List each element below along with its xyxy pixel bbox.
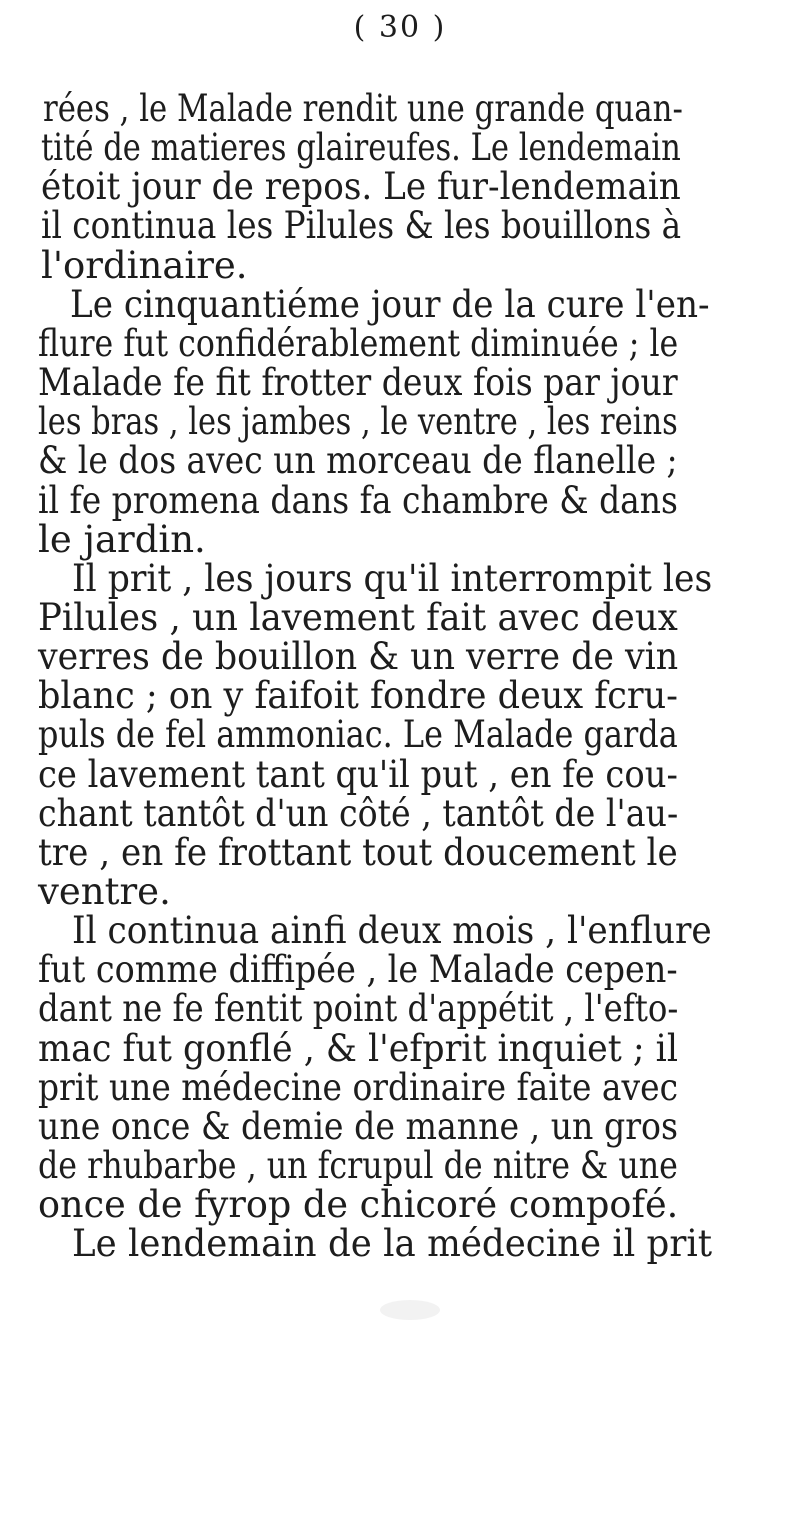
text-line: prit une médecine ordinaire faite avec [38,1065,679,1109]
text-line: tité de matieres glaireufes. Le lendemain [41,126,681,170]
text-line: chant tantôt d'un côté , tantôt de l'au- [38,791,679,835]
text-line: fut comme diffipée , le Malade cepen- [38,948,678,992]
text-line: de rhubarbe , un fcrupul de nitre & une [38,1144,678,1188]
text-line: le jardin. [38,517,206,561]
text-line: Pilules , un lavement fait avec deux [38,595,678,639]
text-line: dant ne fe fentit point d'appétit , l'efto- [38,987,679,1031]
text-line: once de fyrop de chicoré compofé. [38,1183,679,1227]
text-line: flure fut confidérablement diminuée ; le [38,321,679,365]
text-line: Le lendemain de la médecine il prit [72,1222,713,1266]
text-line: ventre. [38,870,171,913]
text-line: blanc ; on y faifoit fondre deux fcru- [38,674,678,718]
paper-stain [380,1300,440,1320]
text-line: mac fut gonflé , & l'efprit inquiet ; il [38,1026,678,1070]
text-line: puls de fel ammoniac. Le Malade garda [38,713,678,757]
text-line: ce lavement tant qu'il put , en fe cou- [38,752,678,796]
text-line: tre , en fe frottant tout doucement le [38,830,678,874]
text-line: Le cinquantiéme jour de la cure l'en- [70,282,710,326]
text-line: Malade fe fit frotter deux fois par jour [38,361,678,405]
text-line: les bras , les jambes , le ventre , les reins [38,400,678,444]
text-line: il fe promena dans fa chambre & dans [38,478,678,522]
text-line: verres de bouillon & un verre de vin [38,635,679,679]
text-line: & le dos avec un morceau de flanelle ; [38,439,678,483]
text-line: Il continua ainfi deux mois , l'enflure [72,909,712,953]
text-line: rées , le Malade rendit une grande quan- [43,87,683,130]
page-number: ( 30 ) [353,10,447,45]
text-line: il continua les Pilules & les bouillons à [41,204,682,248]
text-line: une once & demie de manne , un gros [38,1104,679,1148]
text-line: Il prit , les jours qu'il interrompit les [72,556,713,600]
text-line: l'ordinaire. [41,243,248,287]
text-line: étoit jour de repos. Le fur-lendemain [41,165,681,209]
